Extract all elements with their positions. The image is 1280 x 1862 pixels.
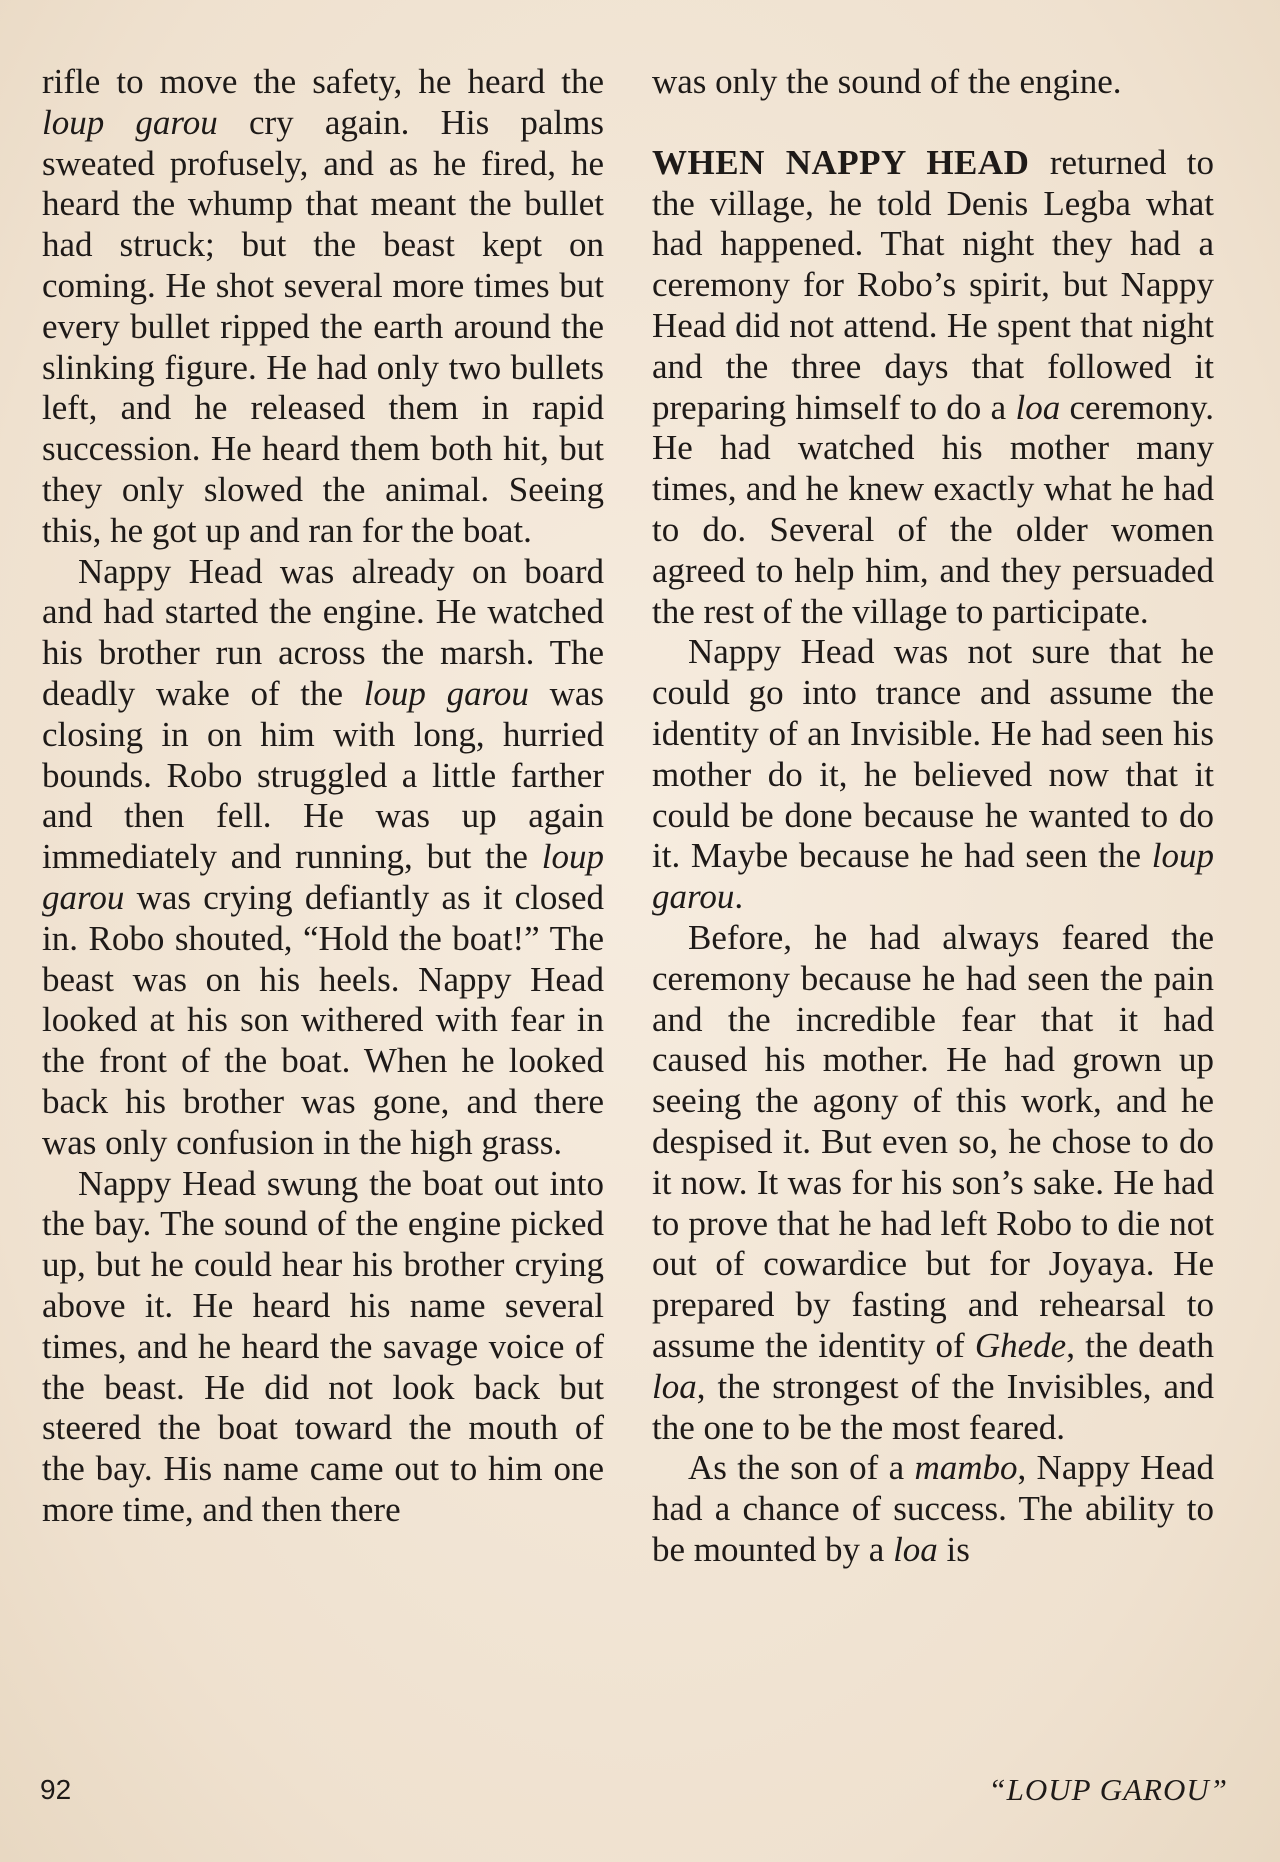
page-number: 92 [40, 1774, 72, 1805]
paragraph: was only the sound of the engine. [652, 62, 1122, 101]
paragraph: Before, he had always feared the ceremony because he had seen the pain and the incredible fear that it had caused his mother. He had grown up seeing the agony of this work, and he despised it. But even so, he chose to do it now. It was for his son’s sake. He had to prove that he had left Robo to die not out of cowardice but for Joyaya. He prepared by fasting and rehearsal to assume the identity of Ghede, the death loa, the strongest of the Invisibles, and the one to be the most feared. [652, 917, 1214, 1447]
paragraph: As the son of a mambo, Nappy Head had a chance of success. The ability to be mounted by a loa is [652, 1448, 1215, 1569]
section-paragraph: WHEN NAPPY HEAD returned to the village, he told Denis Legba what had happened. That night they had a ceremony for Robo’s spirit, but Nappy Head did not attend. He spent that night and the three days that followed it preparing himself to do a loa ceremony. He had watched his mother many times, and he knew exactly what he had to do. Several of the older women agreed to help him, and they persuaded the rest of the village to participate. [652, 142, 1214, 631]
paragraph: Nappy Head swung the boat out into the bay. The sound of the engine picked up, but he could hear his brother crying above it. He heard his name several times, and he heard the savage voice of the beast. He did not look back but steered the boat toward the mouth of the bay. His name came out to him one more time, and then there [42, 1163, 604, 1529]
paragraph: Nappy Head was not sure that he could go into trance and assume the identity of an Invisible. He had seen his mother do it, he believed now that it could be done because he wanted to do it. Maybe because he had seen the loup garou. [652, 632, 1214, 917]
section-lead: WHEN NAPPY HEAD [652, 142, 1030, 182]
paragraph: Nappy Head was already on board and had started the engine. He watched his brother run across the marsh. The deadly wake of the loup garou was closing in on him with long, hurried bounds. Robo struggled a little farther and then fell. He was up again immediately and running, but the loup garou was crying defiantly as it closed in. Robo shouted, “Hold the boat!” The beast was on his heels. Nappy Head looked at his son withered with fear in the front of the boat. When he looked back his brother was gone, and there was only confusion in the high grass. [42, 551, 605, 1162]
running-title: “LOUP GAROU” [988, 1772, 1228, 1807]
left-column [42, 62, 604, 1531]
paragraph: rifle to move the safety, he heard the loup garou cry again. His palms sweated profusely, and as he fired, he heard the whump that meant the bullet had struck; but the beast kept on coming. He shot several more times but every bullet ripped the earth around the slinking figure. He had only two bullets left, and he released them in rapid succession. He heard them both hit, but they only slowed the animal. Seeing this, he got up and ran for the boat. [42, 62, 604, 550]
right-column [652, 62, 1214, 1571]
